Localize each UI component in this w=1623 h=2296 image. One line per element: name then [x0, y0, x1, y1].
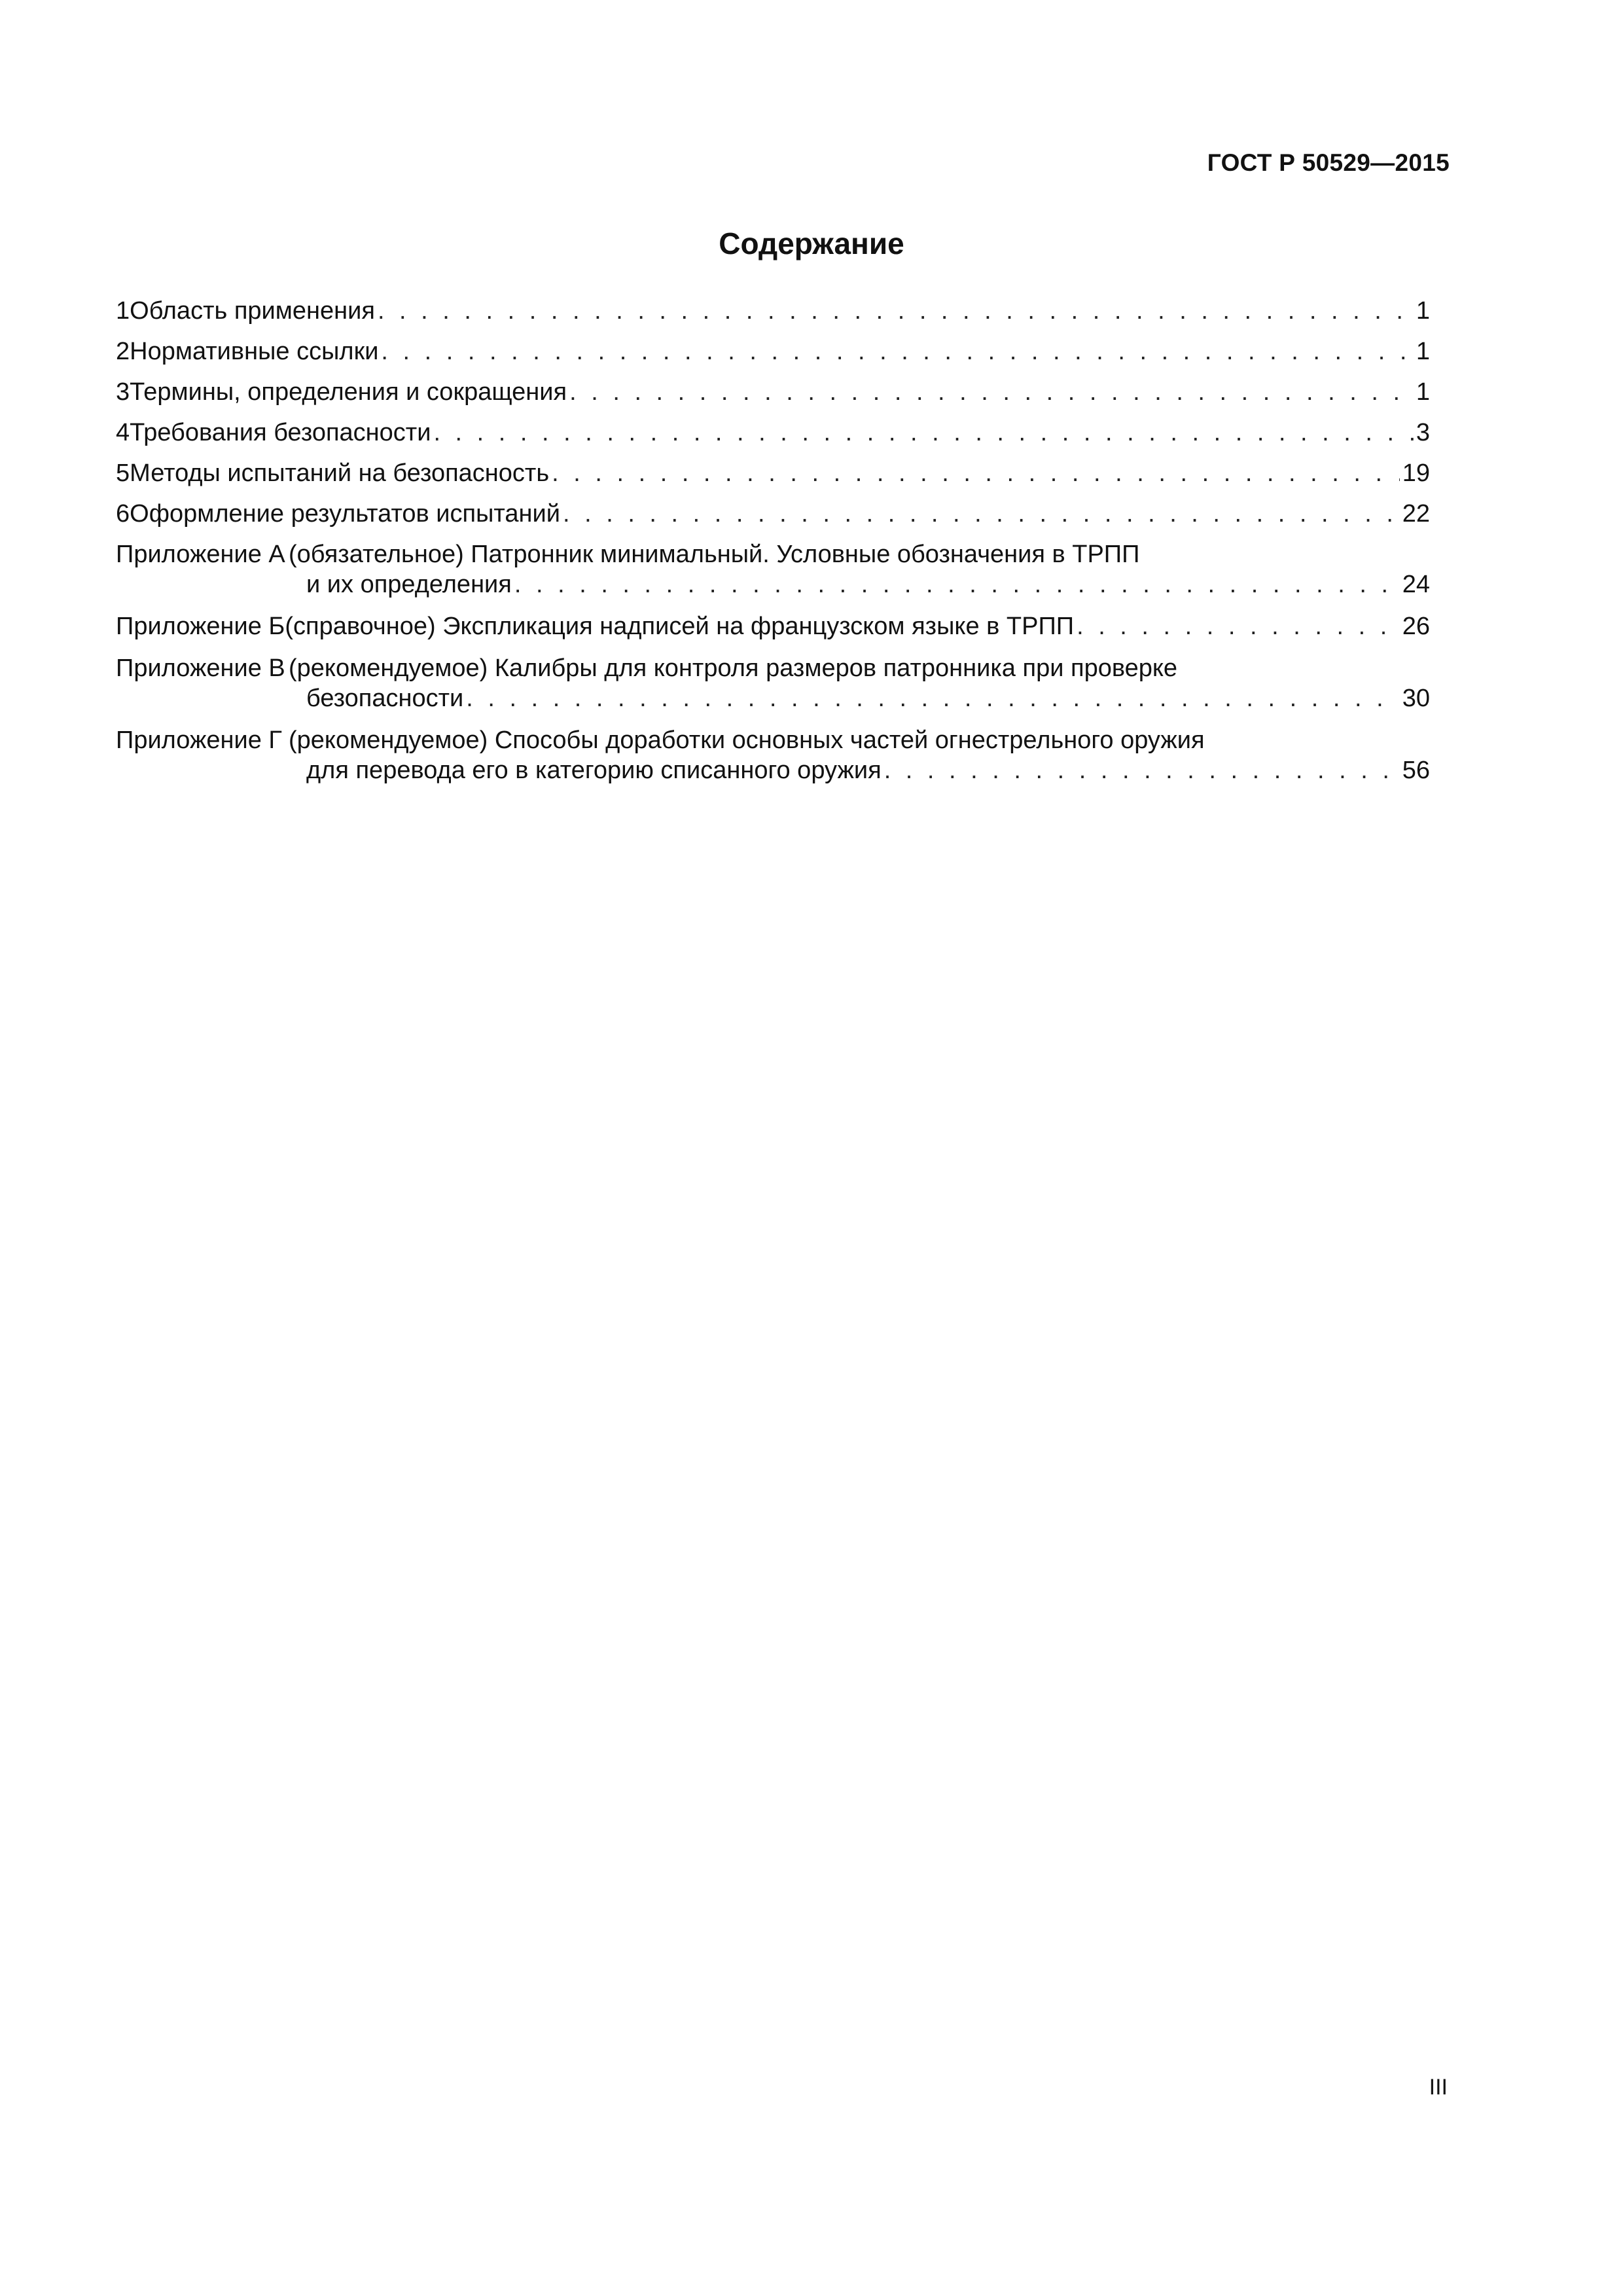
table-of-contents [116, 296, 1430, 797]
toc-entry-section-4[interactable] [116, 418, 1430, 448]
page-number: 19 [1402, 459, 1430, 487]
appendix-title-line1: (справочное) Экспликация надписей на французском языке в ТРПП [285, 613, 1075, 640]
page-number: 56 [1402, 757, 1430, 784]
dot-leader [1077, 611, 1400, 641]
appendix-title-line2: для перевода его в категорию списанного оружия [306, 757, 882, 784]
section-number: 3 [116, 378, 130, 406]
appendix-title-line1: (рекомендуемое) Калибры для контроля размеров патронника при проверке [289, 655, 1178, 682]
section-title: Нормативные ссылки [130, 338, 379, 365]
section-title: Область применения [130, 297, 375, 325]
dot-leader [433, 418, 1413, 448]
appendix-label: Приложение Б [116, 613, 285, 640]
section-number: 1 [116, 297, 130, 325]
dot-leader [514, 569, 1400, 600]
appendix-label: Приложение А [116, 541, 285, 568]
dot-leader [884, 755, 1400, 785]
dot-leader [381, 336, 1413, 367]
dot-leader [466, 683, 1399, 713]
page-number: 3 [1416, 419, 1430, 446]
section-number: 5 [116, 459, 130, 487]
page-number: 30 [1402, 685, 1430, 712]
page-number: 1 [1416, 378, 1430, 406]
section-title: Оформление результатов испытаний [130, 500, 560, 528]
page-number: 1 [1416, 297, 1430, 325]
section-title: Методы испытаний на безопасность [130, 459, 550, 487]
section-title: Термины, определения и сокращения [130, 378, 567, 406]
dot-leader [552, 458, 1400, 488]
page-number: 1 [1416, 338, 1430, 365]
toc-entry-section-2[interactable] [116, 336, 1430, 367]
appendix-label: Приложение Г [116, 726, 283, 754]
section-title: Требования безопасности [130, 419, 431, 446]
page-number: 26 [1402, 613, 1430, 640]
section-number: 2 [116, 338, 130, 365]
toc-entry-appendix-g[interactable] [116, 725, 1430, 785]
toc-entry-appendix-a[interactable] [116, 539, 1430, 600]
dot-leader [569, 377, 1414, 407]
toc-entry-section-6[interactable] [116, 499, 1430, 529]
page-number-footer: III [1429, 2075, 1448, 2100]
toc-entry-appendix-v[interactable] [116, 653, 1430, 713]
appendix-label: Приложение В [116, 655, 285, 682]
page-number: 24 [1402, 571, 1430, 598]
dot-leader [378, 296, 1414, 326]
appendix-title-line1: (обязательное) Патронник минимальный. Условные обозначения в ТРПП [289, 541, 1140, 568]
toc-entry-appendix-b[interactable] [116, 611, 1430, 641]
section-number: 4 [116, 419, 130, 446]
toc-title: Содержание [719, 226, 904, 260]
document-code: ГОСТ Р 50529—2015 [1207, 149, 1450, 176]
toc-entry-section-1[interactable] [116, 296, 1430, 326]
page-number: 22 [1402, 500, 1430, 528]
appendix-title-line1: (рекомендуемое) Способы доработки основных частей огнестрельного оружия [289, 726, 1205, 754]
appendix-title-line2: безопасности [306, 685, 464, 712]
toc-entry-section-5[interactable] [116, 458, 1430, 488]
section-number: 6 [116, 500, 130, 528]
appendix-title-line2: и их определения [306, 571, 512, 598]
dot-leader [563, 499, 1400, 529]
toc-entry-section-3[interactable] [116, 377, 1430, 407]
